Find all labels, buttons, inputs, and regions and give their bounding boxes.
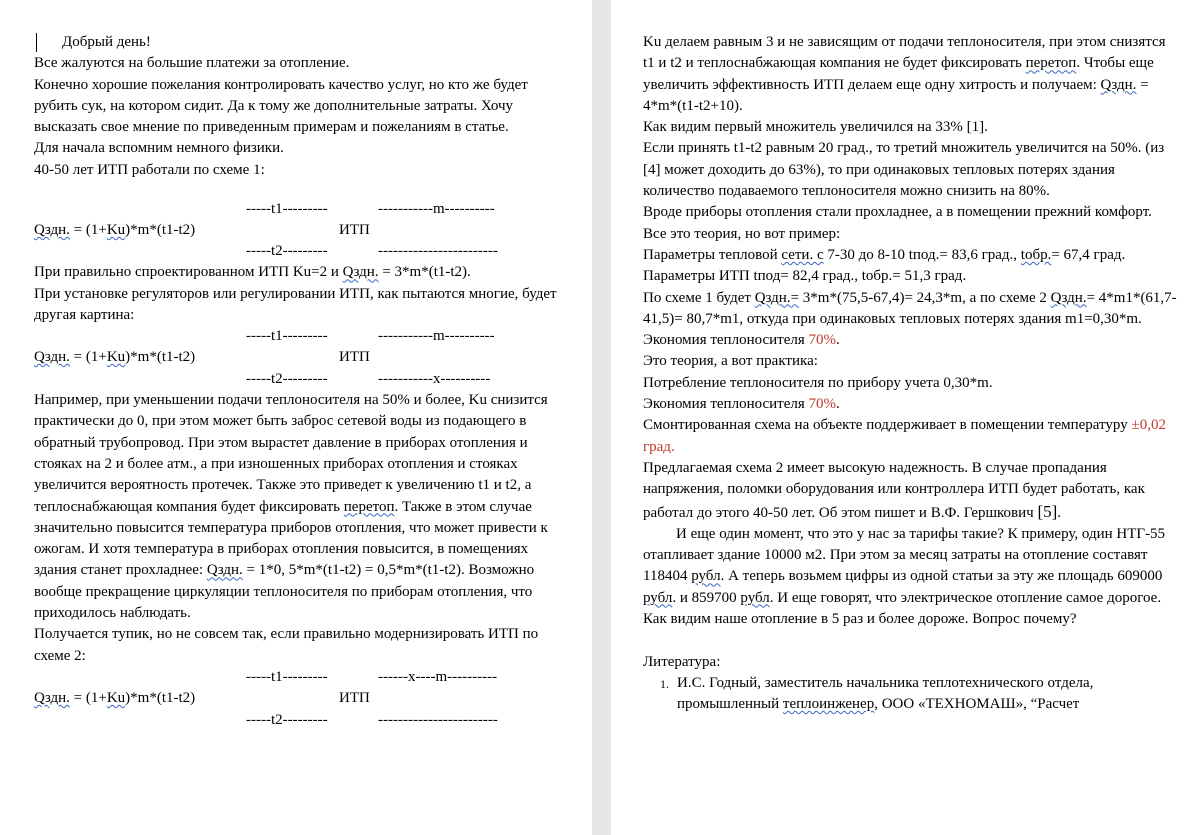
- highlight-red: 70%: [808, 332, 836, 349]
- paragraph: Вроде приборы отопления стали прохладнее, а в помещении прежний комфорт.: [643, 204, 1152, 221]
- paragraph: Например, при уменьшении подачи теплоносителя на 50% и более, Ku снизится практически до 0, при этом может быть заброс сетевой воды из подающего в обратный трубопровод. При этом вырастет давление в приборах отопления и стояках на 2 и более атм., а при изношенных приборах отопления и стояках увеличится вероятность протечек. Также это приведет к увеличению t1 и t2, а теплоснабжающая компания будет фиксировать перетоп. Также в этом случае значительно повысится температура приборов отопления, что может привести к ожогам. И хотя температура в приборах отопления повысится, в помещениях здания станет прохладнее: Qздн. = 1*0, 5*m*(t1-t2) = 0,5*m*(t1-t2). Возможно вообще прекращение циркуляции теплоносителя по приборам отопления, что приходилось наблюдать.: [34, 392, 548, 622]
- paragraph: При установке регуляторов или регулировании ИТП, как пытаются многие, будет другая картина:: [34, 285, 557, 323]
- scheme-dash-line: ------------------------: [378, 711, 498, 728]
- highlight-red: ±0,02 град.: [643, 417, 1166, 455]
- scheme-itp-label: ИТП: [339, 222, 370, 239]
- paragraph: При правильно спроектированном ИТП Ku=2 и Qздн. = 3*m*(t1-t2).: [34, 264, 471, 281]
- highlight-red: 70%: [808, 396, 836, 413]
- scheme-t2-line: -----t2---------: [246, 242, 328, 259]
- scheme-diagram-2-bottom: [34, 369, 574, 390]
- paragraph: Параметры ИТП tпод= 82,4 град., tобр.= 51,3 град.: [643, 268, 967, 285]
- paragraph: Все жалуются на большие платежи за отопление.: [34, 55, 350, 72]
- scheme-diagram-2: [34, 326, 574, 369]
- document-page-right[interactable]: [611, 0, 1200, 835]
- scheme-t1-line: -----t1---------: [246, 328, 328, 345]
- scheme-t1-line: -----t1---------: [246, 668, 328, 685]
- scheme-itp-label: ИТП: [339, 689, 370, 706]
- scheme-t1-line: -----t1---------: [246, 201, 328, 218]
- scheme-diagram-1: [34, 181, 574, 245]
- paragraph: Ku делаем равным 3 и не зависящим от подачи теплоносителя, при этом снизятся t1 и t2 и теплоснабжающая компания не будет фиксировать перетоп. Чтобы еще увеличить эффективность ИТП делаем еще одну хитрость и получаем: Qздн. = 4*m*(t1-t2+10).: [643, 34, 1166, 114]
- paragraph: Если принять t1-t2 равным 20 град., то третий множитель увеличится на 50%. (из [4] может доходить до 63%), то при одинаковых тепловых потерях здания количество подаваемого теплоносителя можно снизить на 80%.: [643, 140, 1165, 200]
- paragraph: 40-50 лет ИТП работали по схеме 1:: [34, 161, 265, 178]
- paragraph: Параметры тепловой сети. с 7-30 до 8-10 tпод.= 83,6 град., tобр.= 67,4 град.: [643, 246, 1126, 263]
- scheme-diagram-1-bottom: [34, 241, 574, 262]
- scheme-dash-line: ------------------------: [378, 242, 498, 259]
- literature-title: Литература:: [643, 653, 721, 670]
- scheme-t2-line: -----t2---------: [246, 370, 328, 387]
- paragraph: Потребление теплоносителя по прибору учета 0,30*m.: [643, 374, 993, 391]
- page-right-text: [643, 32, 1178, 716]
- paragraph: По схеме 1 будет Qздн.= 3*m*(75,5-67,4)= 24,3*m, а по схеме 2 Qздн.= 4*m1*(61,7-41,5)= 80,7*m1, откуда при одинаковых тепловых потерях здания m1=0,30*m.: [643, 289, 1177, 327]
- list-number: 1.: [660, 676, 669, 691]
- paragraph: Это теория, а вот практика:: [643, 353, 818, 370]
- scheme-xm-line: ------x----m----------: [378, 668, 498, 685]
- scheme-formula: Qздн. = (1+Ku)*m*(t1-t2): [34, 349, 196, 366]
- paragraph: Смонтированная схема на объекте поддерживает в помещении температуру ±0,02 град.: [643, 417, 1166, 455]
- scheme-formula: Qздн. = (1+Ku)*m*(t1-t2): [34, 222, 196, 239]
- document-page-left[interactable]: [0, 0, 592, 835]
- paragraph: Как видим первый множитель увеличился на 33% [1].: [643, 119, 988, 136]
- paragraph: Получается тупик, но не совсем так, если правильно модернизировать ИТП по схеме 2:: [34, 626, 539, 664]
- scheme-x-line: -----------x----------: [378, 370, 491, 387]
- paragraph: Все это теория, но вот пример:: [643, 225, 841, 242]
- page-left-text: [34, 32, 574, 731]
- scheme-diagram-3-bottom: [34, 710, 574, 731]
- scheme-formula: Qздн. = (1+Ku)*m*(t1-t2): [34, 689, 196, 706]
- scheme-diagram-3: [34, 667, 574, 710]
- scheme-itp-label: ИТП: [339, 349, 370, 366]
- scheme-m-line: -----------m----------: [378, 328, 495, 345]
- paragraph: Экономия теплоносителя 70%.: [643, 332, 840, 349]
- paragraph: Экономия теплоносителя 70%.: [643, 396, 840, 413]
- paragraph: Предлагаемая схема 2 имеет высокую надежность. В случае пропадания напряжения, поломки оборудования или контроллера ИТП будет работать, как работал до этого 40-50 лет. Об этом пишет и В.Ф. Гершкович [5].: [643, 459, 1145, 521]
- paragraph: Для начала вспомним немного физики.: [34, 140, 284, 157]
- greeting: Добрый день!: [62, 34, 151, 50]
- paragraph: И еще один момент, что это у нас за тарифы такие? К примеру, один НТГ-55 отапливает здание 10000 м2. При этом за месяц затраты на отопление составят 118404 рубл. А теперь возьмем цифры из одной статьи за эту же площадь 609000 рубл. и 859700 рубл. И еще говорят, что электрическое отопление самое дорогое. Как видим наше отопление в 5 раз и более дороже. Вопрос почему?: [643, 525, 1166, 628]
- scheme-t2-line: -----t2---------: [246, 711, 328, 728]
- literature-item: 1. И.С. Годный, заместитель начальника теплотехнического отдела, промышленный теплоинженер, ООО «ТЕХНОМАШ», “Расчет: [660, 674, 1094, 713]
- scheme-m-line: -----------m----------: [378, 201, 495, 218]
- paragraph: Конечно хорошие пожелания контролировать качество услуг, но кто же будет рубить сук, на котором сидит. Да к тому же дополнительные затраты. Хочу высказать свое мнение по приведенным примерам и пожеланиям в статье.: [34, 76, 528, 136]
